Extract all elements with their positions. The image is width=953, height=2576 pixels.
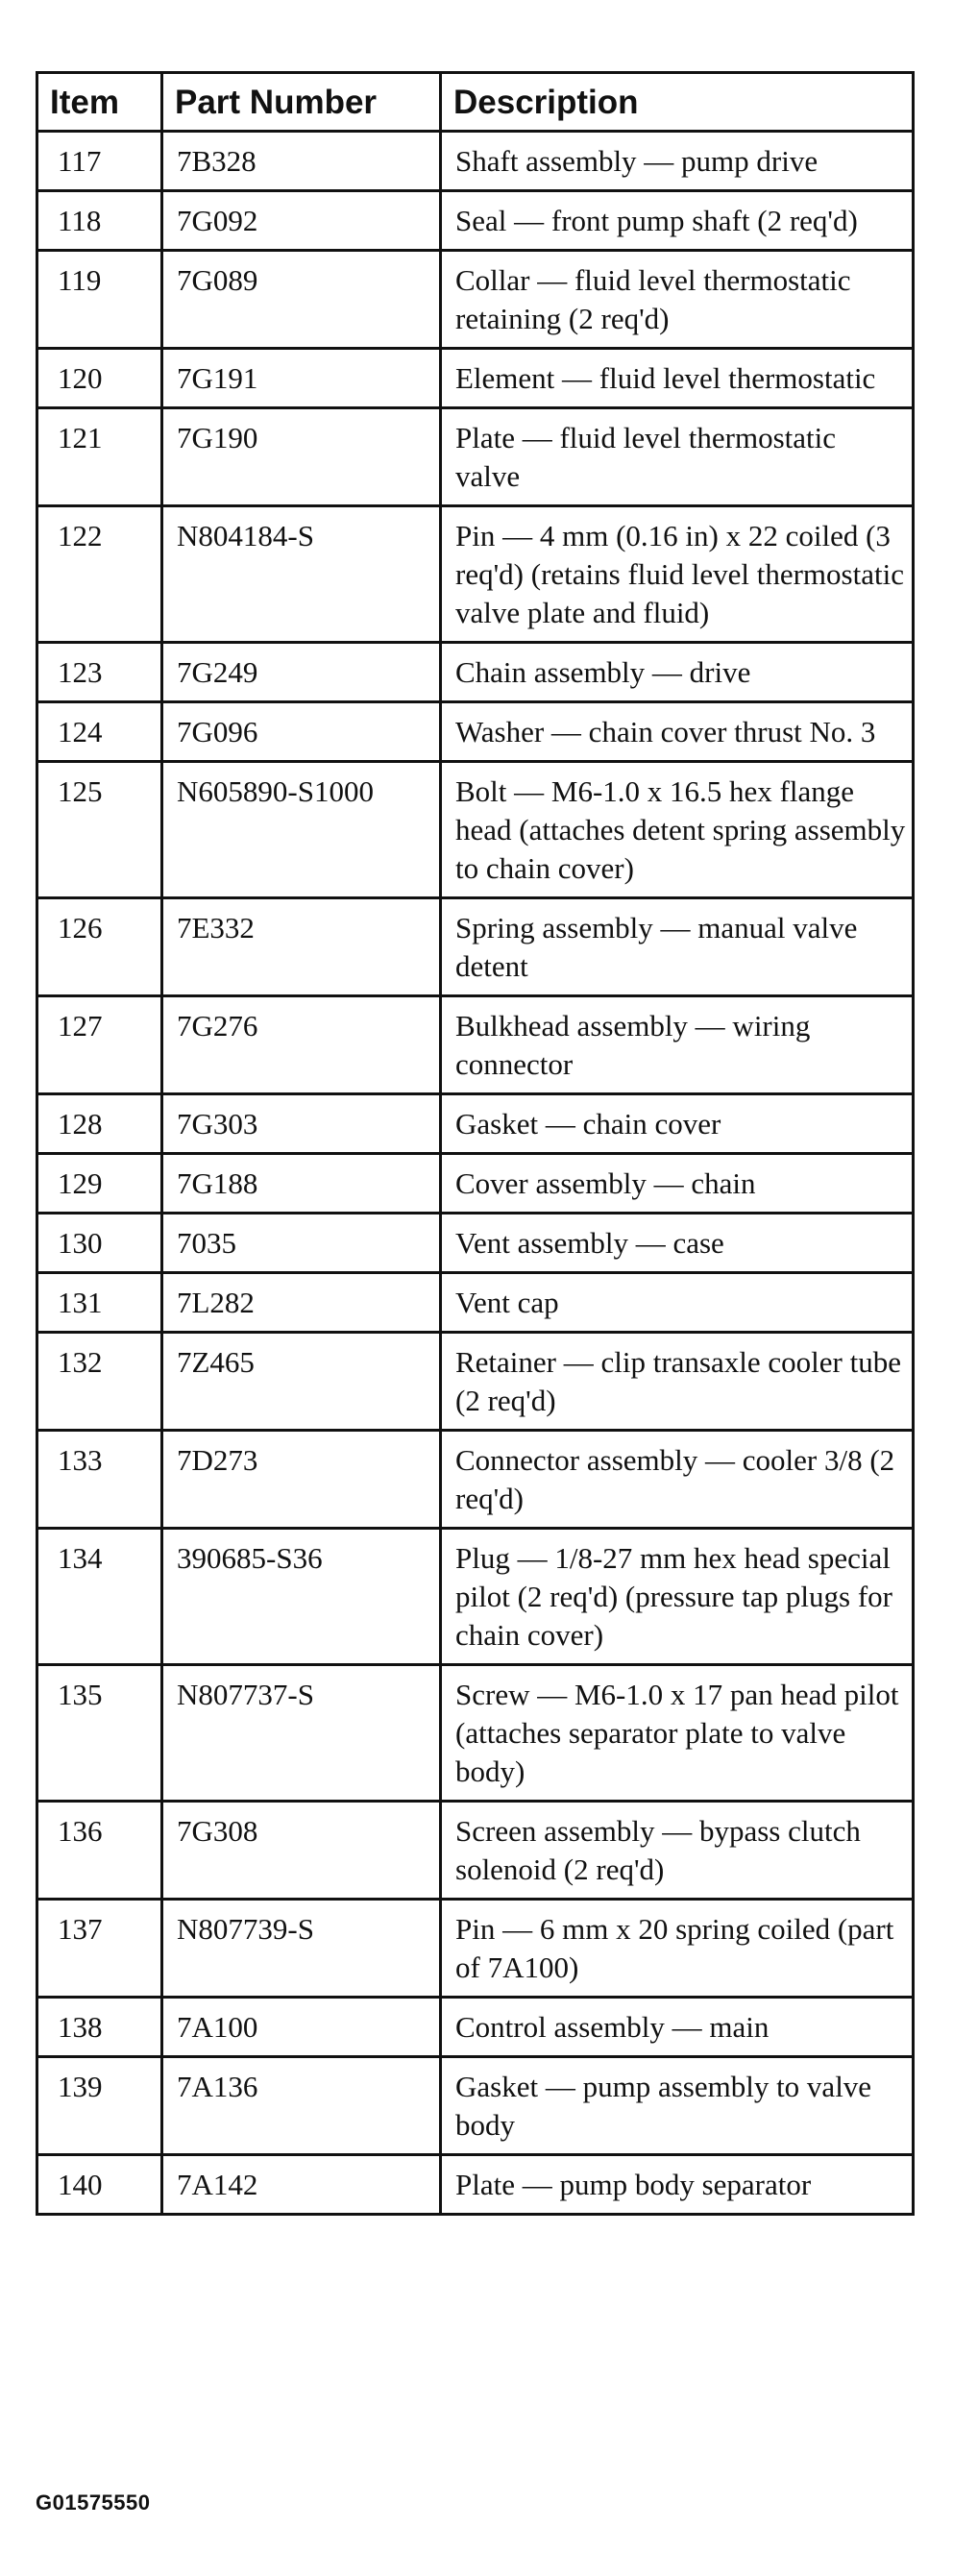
row-part-number-cell: 7G089	[162, 251, 441, 349]
table-row	[37, 898, 914, 996]
row-part-number-cell: N807739-S	[162, 1900, 441, 1998]
row-item-cell: 123	[37, 643, 162, 702]
table-row	[37, 1529, 914, 1665]
row-part-number-cell: 7A100	[162, 1998, 441, 2057]
row-description-cell: Cover assembly — chain	[441, 1154, 914, 1214]
row-description-cell: Vent assembly — case	[441, 1214, 914, 1273]
table-row	[37, 191, 914, 251]
row-part-number-cell: 7G249	[162, 643, 441, 702]
row-part-number-cell: 7G188	[162, 1154, 441, 1214]
row-part-number-cell: 7D273	[162, 1431, 441, 1529]
row-part-number-cell: 7G276	[162, 996, 441, 1094]
table-row	[37, 349, 914, 408]
row-description-cell: Plate — fluid level thermostatic valve	[441, 408, 914, 506]
row-item-cell: 136	[37, 1802, 162, 1900]
row-item-cell: 137	[37, 1900, 162, 1998]
row-description-cell: Collar — fluid level thermostatic retaining (2 req'd)	[441, 251, 914, 349]
row-item-cell: 140	[37, 2155, 162, 2215]
row-item-cell: 118	[37, 191, 162, 251]
row-item-cell: 133	[37, 1431, 162, 1529]
row-part-number-cell: 7B328	[162, 132, 441, 191]
table-row	[37, 408, 914, 506]
table-row	[37, 251, 914, 349]
row-description-cell: Element — fluid level thermostatic	[441, 349, 914, 408]
table-row	[37, 1802, 914, 1900]
table-row	[37, 2057, 914, 2155]
row-item-cell: 127	[37, 996, 162, 1094]
row-description-cell: Plate — pump body separator	[441, 2155, 914, 2215]
table-row	[37, 1431, 914, 1529]
table-row	[37, 1900, 914, 1998]
row-item-cell: 121	[37, 408, 162, 506]
table-body	[37, 132, 914, 2215]
row-item-cell: 124	[37, 702, 162, 762]
row-part-number-cell: 390685-S36	[162, 1529, 441, 1665]
table-row	[37, 1333, 914, 1431]
table-row	[37, 996, 914, 1094]
row-description-cell: Spring assembly — manual valve detent	[441, 898, 914, 996]
row-description-cell: Plug — 1/8-27 mm hex head special pilot (2 req'd) (pressure tap plugs for chain cover)	[441, 1529, 914, 1665]
row-description-cell: Vent cap	[441, 1273, 914, 1333]
table-row	[37, 2155, 914, 2215]
row-part-number-cell: 7G191	[162, 349, 441, 408]
table-row	[37, 702, 914, 762]
row-description-cell: Bolt — M6-1.0 x 16.5 hex flange head (attaches detent spring assembly to chain cover)	[441, 762, 914, 898]
row-part-number-cell: 7G092	[162, 191, 441, 251]
row-part-number-cell: 7A142	[162, 2155, 441, 2215]
table-row	[37, 762, 914, 898]
row-item-cell: 125	[37, 762, 162, 898]
row-item-cell: 132	[37, 1333, 162, 1431]
header-part-number: Part Number	[162, 73, 441, 132]
row-description-cell: Shaft assembly — pump drive	[441, 132, 914, 191]
row-item-cell: 122	[37, 506, 162, 643]
row-part-number-cell: 7G096	[162, 702, 441, 762]
row-part-number-cell: N804184-S	[162, 506, 441, 643]
row-part-number-cell: 7G190	[162, 408, 441, 506]
row-description-cell: Bulkhead assembly — wiring connector	[441, 996, 914, 1094]
row-item-cell: 129	[37, 1154, 162, 1214]
table-row	[37, 1665, 914, 1802]
header-description: Description	[441, 73, 914, 132]
row-item-cell: 135	[37, 1665, 162, 1802]
row-description-cell: Pin — 4 mm (0.16 in) x 22 coiled (3 req'd) (retains fluid level thermostatic valve plate and fluid)	[441, 506, 914, 643]
row-item-cell: 126	[37, 898, 162, 996]
table-row	[37, 132, 914, 191]
row-item-cell: 128	[37, 1094, 162, 1154]
table-row	[37, 506, 914, 643]
row-description-cell: Gasket — chain cover	[441, 1094, 914, 1154]
figure-code: G01575550	[36, 2490, 151, 2515]
row-part-number-cell: N807737-S	[162, 1665, 441, 1802]
row-item-cell: 138	[37, 1998, 162, 2057]
row-description-cell: Gasket — pump assembly to valve body	[441, 2057, 914, 2155]
row-part-number-cell: 7L282	[162, 1273, 441, 1333]
table-row	[37, 1273, 914, 1333]
row-description-cell: Chain assembly — drive	[441, 643, 914, 702]
table-row	[37, 1094, 914, 1154]
header-row	[37, 73, 914, 132]
row-item-cell: 120	[37, 349, 162, 408]
row-item-cell: 131	[37, 1273, 162, 1333]
row-description-cell: Connector assembly — cooler 3/8 (2 req'd)	[441, 1431, 914, 1529]
parts-table	[36, 71, 915, 2216]
row-part-number-cell: 7E332	[162, 898, 441, 996]
row-part-number-cell: 7A136	[162, 2057, 441, 2155]
row-part-number-cell: 7G303	[162, 1094, 441, 1154]
row-description-cell: Washer — chain cover thrust No. 3	[441, 702, 914, 762]
row-item-cell: 139	[37, 2057, 162, 2155]
row-item-cell: 117	[37, 132, 162, 191]
row-description-cell: Control assembly — main	[441, 1998, 914, 2057]
row-part-number-cell: 7G308	[162, 1802, 441, 1900]
row-description-cell: Screw — M6-1.0 x 17 pan head pilot (attaches separator plate to valve body)	[441, 1665, 914, 1802]
table-row	[37, 1154, 914, 1214]
header-item: Item	[37, 73, 162, 132]
table-row	[37, 643, 914, 702]
row-description-cell: Seal — front pump shaft (2 req'd)	[441, 191, 914, 251]
row-part-number-cell: N605890-S1000	[162, 762, 441, 898]
row-description-cell: Screen assembly — bypass clutch solenoid (2 req'd)	[441, 1802, 914, 1900]
row-part-number-cell: 7Z465	[162, 1333, 441, 1431]
row-item-cell: 130	[37, 1214, 162, 1273]
row-item-cell: 134	[37, 1529, 162, 1665]
row-description-cell: Pin — 6 mm x 20 spring coiled (part of 7A100)	[441, 1900, 914, 1998]
row-item-cell: 119	[37, 251, 162, 349]
row-part-number-cell: 7035	[162, 1214, 441, 1273]
row-description-cell: Retainer — clip transaxle cooler tube (2 req'd)	[441, 1333, 914, 1431]
table-row	[37, 1214, 914, 1273]
table-row	[37, 1998, 914, 2057]
